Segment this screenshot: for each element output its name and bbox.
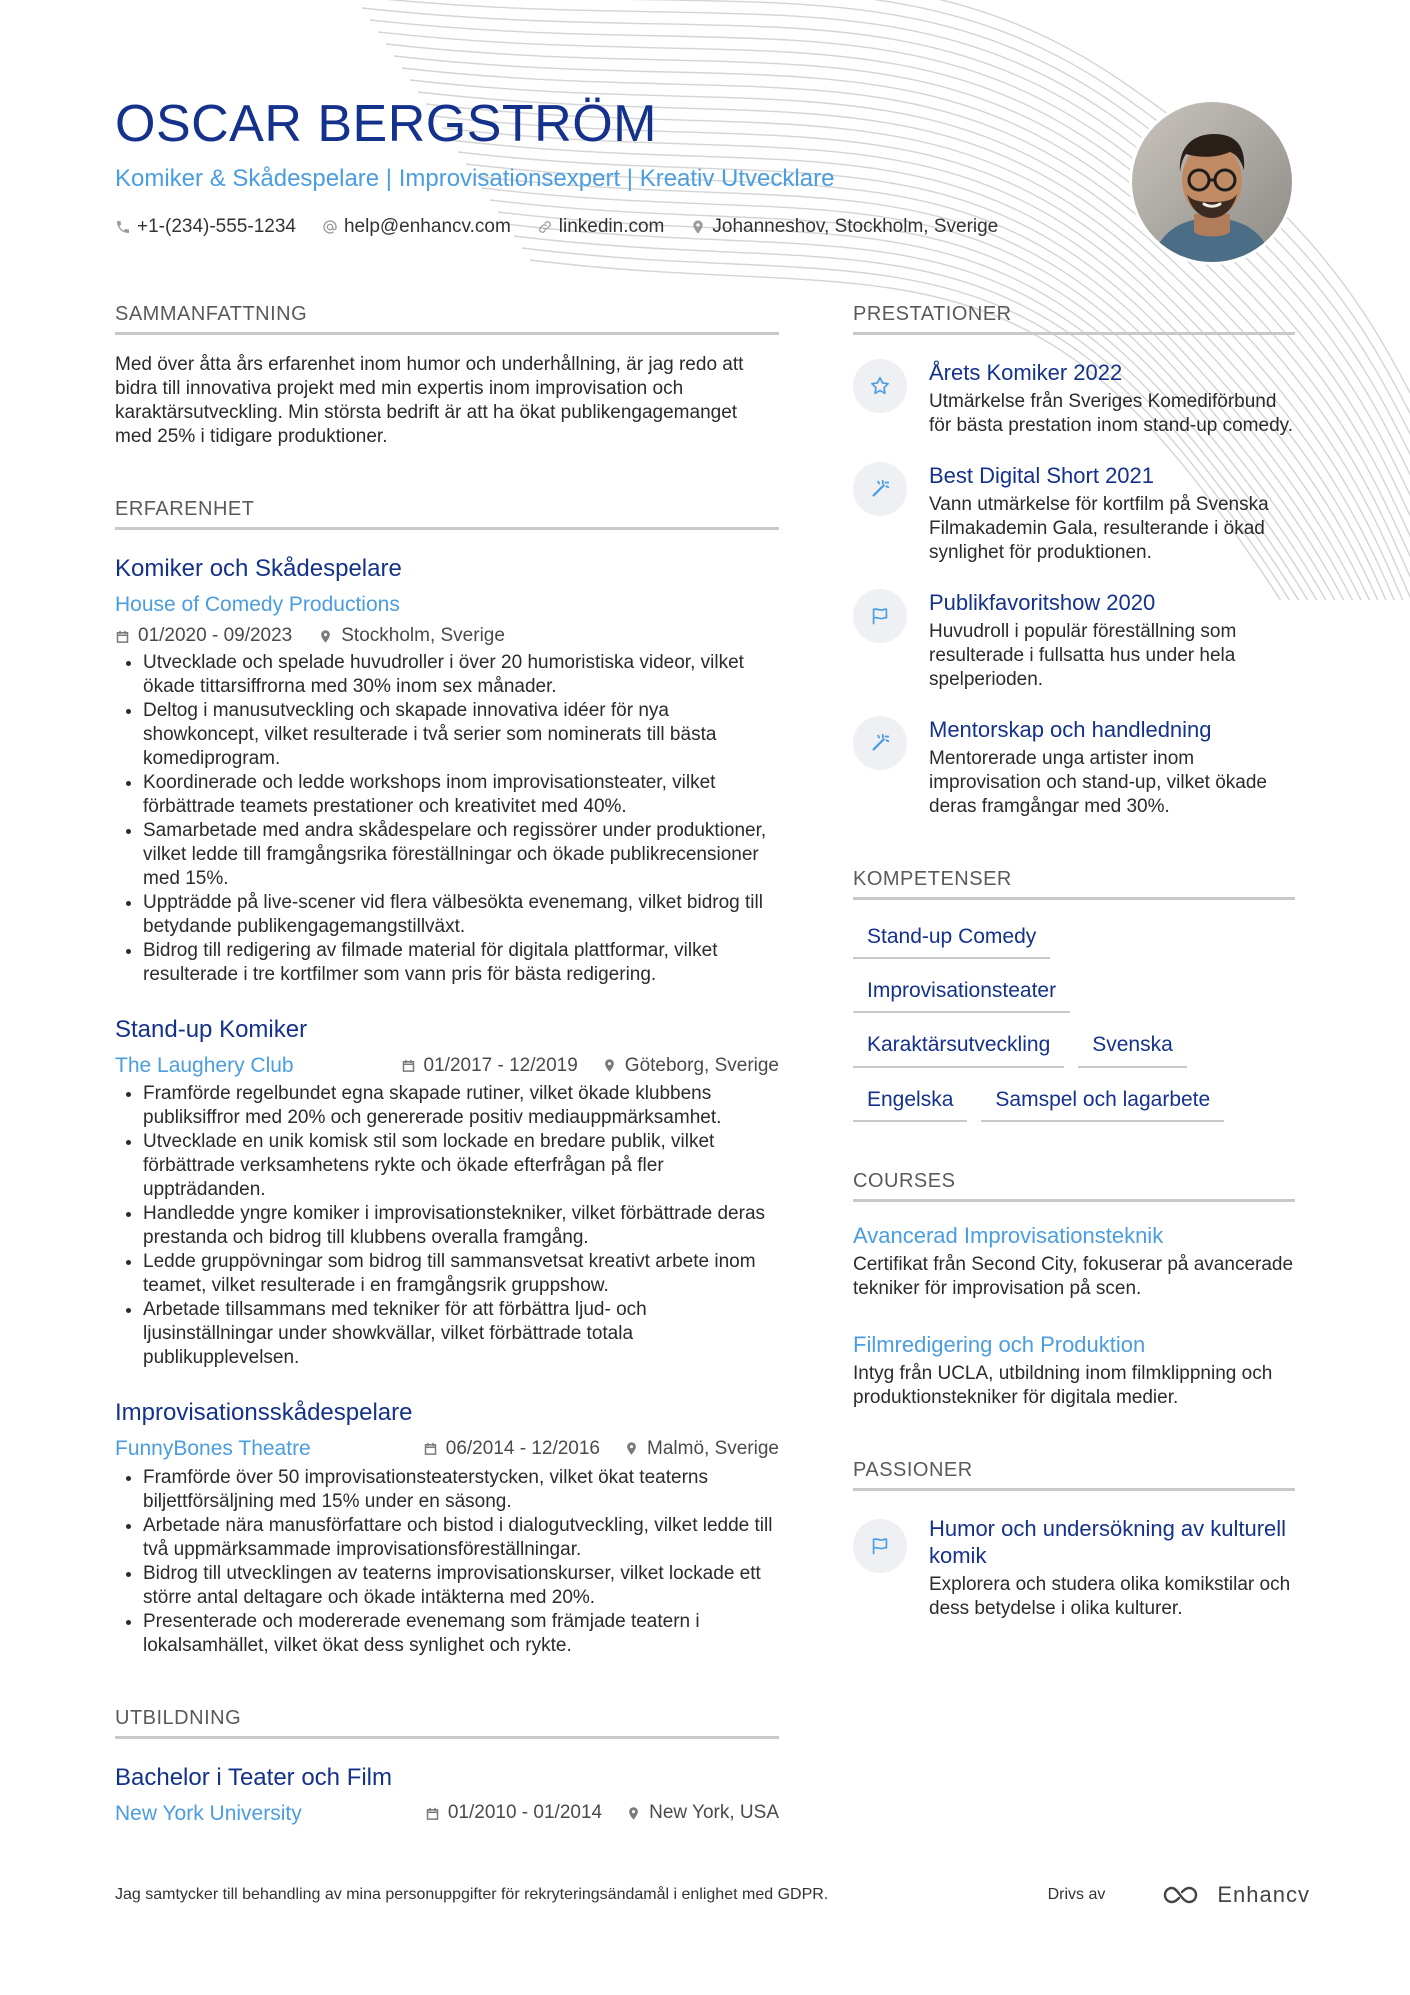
passion-item [853, 1515, 1295, 1621]
course-title: Avancerad Improvisationsteknik [853, 1222, 1164, 1248]
bullet-item: • Handledde yngre komiker i improvisationstekniker, vilket förbättrade deras prestanda och bidrog till klubbens overalla framgång. [143, 1202, 779, 1250]
education-location: New York, USA [649, 1802, 779, 1824]
job-meta [423, 1438, 779, 1460]
skill-tag: Engelska [853, 1081, 967, 1122]
skill-tag: Karaktärsutveckling [853, 1026, 1064, 1067]
bullet-item: • Framförde över 50 improvisationsteaterstycken, vilket ökat teaterns biljettförsäljning med 15% under en säsong. [143, 1466, 779, 1514]
bullet-item: • Samarbetade med andra skådespelare och regissörer under produktioner, vilket ledde till framgångsrika föreställningar och ökade publikrecensioner med 15%. [143, 819, 779, 891]
calendar-icon [115, 629, 130, 644]
achievement-title: Publikfavoritshow 2020 [929, 590, 1156, 615]
skills-section [853, 867, 1295, 1135]
avatar-illustration [1132, 102, 1292, 262]
achievement-desc: Utmärkelse från Sveriges Komediförbund för bästa prestation inom stand-up comedy. [929, 391, 1294, 436]
course-desc: Certifikat från Second City, fokuserar på avancerade tekniker för improvisation på scen. [853, 1253, 1294, 1299]
calendar-icon [401, 1058, 416, 1073]
job-title: Improvisationsskådespelare [115, 1399, 413, 1427]
contact-linkedin[interactable] [537, 216, 665, 238]
location-icon [624, 1441, 639, 1456]
achievement-item [853, 462, 1295, 565]
course-item [853, 1331, 1295, 1410]
page-footer [115, 1882, 1310, 1908]
contact-phone [115, 216, 296, 238]
bullet-item: • Koordinerade och ledde workshops inom improvisationsteater, vilket förbättrade teamets prestationer och kreativitet med 40%. [143, 771, 779, 819]
profile-photo [1132, 102, 1292, 262]
powered-by-label: Drivs av [1047, 1886, 1106, 1903]
bullet-item: • Bidrog till utvecklingen av teaterns improvisationskurser, vilket lockade ett större antal deltagare och ökade intäkterna med 20%. [143, 1562, 779, 1610]
achievement-item [853, 716, 1295, 819]
passion-desc: Explorera och studera olika komikstilar och dess betydelse i olika kulturer. [929, 1573, 1291, 1619]
experience-entry [115, 1398, 779, 1657]
passion-title: Humor och undersökning av kulturell komik [929, 1515, 1287, 1568]
flag-icon [869, 605, 891, 627]
courses-section [853, 1169, 1295, 1410]
bullet-item: • Utvecklade och spelade huvudroller i över 20 humoristiska videor, vilket ökade tittarsiffrorna med 30% inom sex månader. [143, 651, 779, 699]
job-dates: 06/2014 - 12/2016 [445, 1437, 600, 1459]
left-column [115, 302, 779, 1826]
course-desc: Intyg från UCLA, utbildning inom filmklippning och produktionstekniker för digitala medier. [853, 1362, 1273, 1408]
linkedin-text: linkedin.com [558, 215, 665, 237]
section-title-education: UTBILDNING [115, 1706, 779, 1739]
right-column [853, 302, 1295, 1621]
job-bullets [115, 651, 779, 987]
passions-section [853, 1458, 1295, 1621]
bullet-item: • Ledde gruppövningar som bidrog till sammansvetsat kreativt arbete inom teamet, vilket resulterade i en framgångsrik gruppshow. [143, 1250, 779, 1298]
bullet-item: • Utvecklade en unik komisk stil som lockade en bredare publik, vilket förbättrade verksamhetens rykte och ökade efterfrågan på fler uppträdanden. [143, 1130, 779, 1202]
contact-location [690, 216, 998, 238]
achievement-desc: Huvudroll i populär föreställning som resulterade i fullsatta hus under hela spelperioden. [929, 621, 1237, 690]
location-icon [318, 629, 333, 644]
section-title-courses: COURSES [853, 1169, 1295, 1202]
section-title-experience: ERFARENHET [115, 497, 779, 530]
company-name: FunnyBones Theatre [115, 1437, 311, 1461]
section-title-passions: PASSIONER [853, 1458, 1295, 1491]
company-name: House of Comedy Productions [115, 593, 400, 616]
job-dates: 01/2020 - 09/2023 [138, 625, 293, 647]
brand-name: Enhancv [1217, 1882, 1310, 1907]
skill-list [853, 918, 1295, 1135]
job-meta [115, 625, 779, 647]
phone-icon [115, 219, 131, 235]
bullet-item: • Arbetade tillsammans med tekniker för att förbättra ljud- och ljusinställningar under showkvällar, vilket förbättrade totala publikupplevelsen. [143, 1298, 779, 1370]
gdpr-consent: Jag samtycker till behandling av mina personuppgifter för rekryteringsändamål i enlighet med GDPR. [115, 1886, 829, 1903]
course-title: Filmredigering och Produktion [853, 1331, 1146, 1357]
course-item [853, 1222, 1295, 1301]
section-title-achievements: PRESTATIONER [853, 302, 1295, 335]
job-dates: 01/2017 - 12/2019 [423, 1054, 578, 1076]
at-icon [322, 219, 338, 235]
skill-tag: Svenska [1078, 1026, 1187, 1067]
education-dates: 01/2010 - 01/2014 [447, 1802, 603, 1824]
company-name: The Laughery Club [115, 1054, 294, 1078]
job-title: Stand-up Komiker [115, 1016, 308, 1044]
location-text: Johanneshov, Stockholm, Sverige [712, 215, 999, 237]
contact-list [115, 216, 1115, 238]
experience-entry [115, 554, 779, 987]
enhancv-logo[interactable] [1161, 1882, 1310, 1908]
achievement-item [853, 359, 1295, 438]
bullet-item: • Arbetade nära manusförfattare och bistod i dialogutveckling, vilket ledde till två uppmärksammade improvisationsföreställningar. [143, 1514, 779, 1562]
calendar-icon [425, 1806, 440, 1821]
job-location: Stockholm, Sverige [341, 625, 505, 647]
bullet-item: • Deltog i manusutveckling och skapade innovativa idéer för nya showkoncept, vilket resulterade i två serier som nominerats till bästa komediprogram. [143, 699, 779, 771]
calendar-icon [423, 1441, 438, 1456]
wand-icon [869, 732, 891, 754]
candidate-name: OSCAR BERGSTRÖM [115, 95, 657, 153]
education-meta [425, 1802, 779, 1824]
achievement-title: Mentorskap och handledning [929, 717, 1212, 742]
job-location: Göteborg, Sverige [624, 1054, 779, 1076]
bullet-item: • Presenterade och modererade evenemang som främjade teatern i lokalsamhället, vilket ökat dess synlighet och rykte. [143, 1610, 779, 1658]
job-title: Komiker och Skådespelare [115, 555, 402, 582]
achievement-title: Årets Komiker 2022 [929, 360, 1123, 385]
location-icon [690, 219, 706, 235]
phone-text: +1-(234)-555-1234 [137, 215, 296, 237]
achievement-title: Best Digital Short 2021 [929, 463, 1155, 488]
education-section [115, 1706, 779, 1826]
candidate-headline: Komiker & Skådespelare | Improvisationsexpert | Kreativ Utvecklare [115, 164, 835, 192]
location-icon [602, 1058, 617, 1073]
star-icon [869, 375, 891, 397]
skill-tag: Improvisationsteater [853, 972, 1070, 1013]
achievement-item [853, 589, 1295, 692]
experience-section [115, 497, 779, 1658]
bullet-item: • Uppträdde på live-scener vid flera välbesökta evenemang, vilket bidrog till betydande publikengagemangstillväxt. [143, 891, 779, 939]
bullet-item: • Bidrog till redigering av filmade material för digitala plattformar, vilket resulterade i tre kortfilmer som vann pris för bästa redigering. [143, 939, 779, 987]
summary-section [115, 302, 779, 449]
school-name: New York University [115, 1801, 302, 1825]
achievement-desc: Vann utmärkelse för kortfilm på Svenska Filmakademin Gala, resulterande i ökad synlighet för produktionen. [929, 494, 1269, 563]
location-icon [626, 1806, 641, 1821]
flag-icon [869, 1535, 891, 1557]
job-meta [401, 1055, 779, 1077]
resume-header [115, 95, 1115, 238]
job-bullets [115, 1082, 779, 1370]
infinity-logo-icon [1161, 1883, 1207, 1907]
section-title-skills: KOMPETENSER [853, 867, 1295, 900]
summary-text: Med över åtta års erfarenhet inom humor och underhållning, är jag redo att bidra till innovativa projekt med min expertis inom improvisation och karaktärsutveckling. Min största bedrift är att ha ökat publikengagemanget med 25% i tidigare produktioner. [115, 354, 744, 447]
link-icon [537, 219, 553, 235]
email-text: help@enhancv.com [343, 215, 511, 237]
contact-email[interactable] [322, 216, 511, 238]
job-bullets [115, 1466, 779, 1658]
achievements-section [853, 302, 1295, 819]
skill-tag: Samspel och lagarbete [981, 1081, 1224, 1122]
section-title-summary: SAMMANFATTNING [115, 302, 779, 335]
achievement-desc: Mentorerade unga artister inom improvisation och stand-up, vilket ökade deras framgångar med 30%. [929, 748, 1267, 817]
experience-entry [115, 1015, 779, 1370]
job-location: Malmö, Sverige [647, 1437, 779, 1459]
wand-icon [869, 478, 891, 500]
bullet-item: • Framförde regelbundet egna skapade rutiner, vilket ökade klubbens publiksiffror med 20% och genererade positiv mediauppmärksamhet. [143, 1082, 779, 1130]
degree-title: Bachelor i Teater och Film [115, 1763, 393, 1791]
skill-tag: Stand-up Comedy [853, 918, 1050, 959]
